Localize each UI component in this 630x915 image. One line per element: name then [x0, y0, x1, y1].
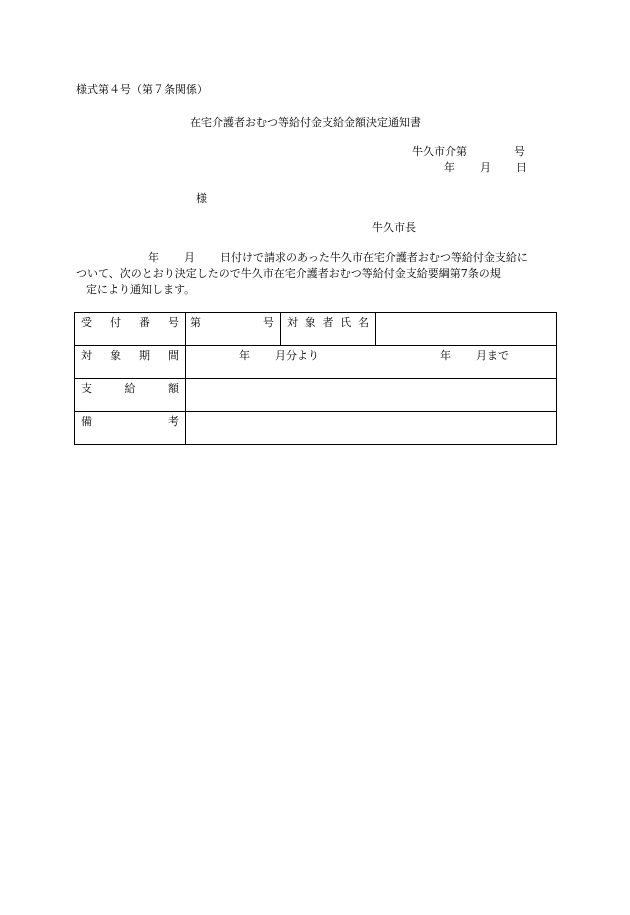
label-char: 支 — [81, 382, 92, 395]
label-char: 象 — [110, 349, 121, 362]
period-to-month: 月まで — [476, 349, 509, 362]
label-char: 備 — [81, 415, 92, 428]
date-year: 年 — [444, 161, 455, 174]
subject-name-value-cell[interactable] — [376, 313, 557, 346]
body-line2-text: ついて、次のとおり決定したので牛久市在宅介護者おむつ等給付金支給要綱第7条の規 — [76, 267, 501, 280]
label-char: 号 — [168, 316, 179, 329]
form-number-label: 様式第４号（第７条関係） — [76, 83, 208, 96]
label-char: 考 — [168, 415, 179, 428]
amount-value-cell[interactable] — [186, 379, 557, 412]
label-char: 者 — [322, 316, 334, 329]
doc-number-suffix: 号 — [514, 145, 525, 158]
table-row-reception — [75, 313, 557, 346]
body-year: 年 — [148, 251, 159, 264]
label-char: 受 — [81, 316, 92, 329]
table-row-amount — [75, 379, 557, 412]
reception-number-suffix: 号 — [263, 316, 274, 329]
date-day: 日 — [516, 161, 527, 174]
label-cell-amount — [75, 379, 186, 412]
label-char: 付 — [110, 316, 121, 329]
body-line1-text: 日付けで請求のあった牛久市在宅介護者おむつ等給付金支給に — [220, 251, 528, 264]
label-char: 名 — [358, 316, 369, 329]
label-char: 氏 — [340, 316, 352, 329]
issuer-name: 牛久市長 — [372, 221, 416, 234]
label-cell-remarks — [75, 412, 186, 445]
body-line3-text: 定により通知します。 — [86, 283, 196, 296]
document-title: 在宅介護者おむつ等給付金支給金額決定通知書 — [190, 116, 421, 129]
label-cell-reception-number — [75, 313, 186, 346]
label-cell-subject-name — [281, 313, 376, 346]
body-month: 月 — [184, 251, 195, 264]
label-char: 期 — [139, 349, 150, 362]
date-month: 月 — [480, 161, 491, 174]
label-char: 間 — [168, 349, 179, 362]
period-value-cell[interactable] — [186, 346, 557, 379]
remarks-value-cell[interactable] — [186, 412, 557, 445]
doc-number-prefix: 牛久市介第 — [412, 145, 467, 158]
period-to-year: 年 — [440, 349, 451, 362]
label-char: 給 — [124, 382, 136, 395]
table-row-remarks — [75, 412, 557, 445]
label-char: 象 — [304, 316, 316, 329]
label-char: 番 — [139, 316, 150, 329]
label-char: 対 — [287, 316, 298, 329]
notice-form-table — [74, 312, 557, 445]
addressee-suffix: 様 — [196, 192, 207, 205]
period-from-month: 月分より — [275, 349, 319, 362]
table-row-period — [75, 346, 557, 379]
label-cell-period — [75, 346, 186, 379]
label-char: 額 — [168, 382, 179, 395]
period-from-year: 年 — [239, 349, 250, 362]
label-char: 対 — [81, 349, 92, 362]
reception-number-prefix: 第 — [190, 316, 201, 329]
reception-number-cell[interactable] — [186, 313, 281, 346]
